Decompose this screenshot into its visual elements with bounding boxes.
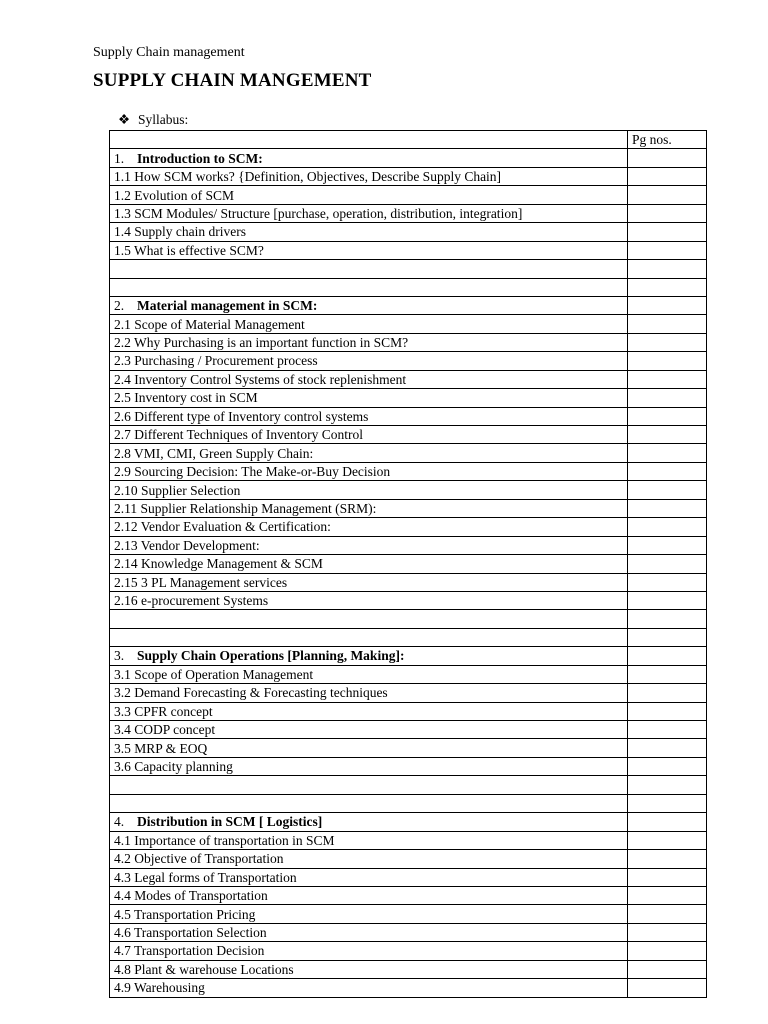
page-number-cell bbox=[628, 499, 707, 517]
page-number-cell bbox=[628, 167, 707, 185]
table-row bbox=[110, 591, 707, 609]
topic-cell: 2.15 3 PL Management services bbox=[110, 573, 628, 591]
section-row bbox=[110, 647, 707, 665]
section-heading-cell bbox=[110, 813, 628, 831]
topic-cell: 2.13 Vendor Development: bbox=[110, 536, 628, 554]
table-row bbox=[110, 167, 707, 185]
table-row bbox=[110, 850, 707, 868]
table-row bbox=[110, 721, 707, 739]
topic-cell: 4.4 Modes of Transportation bbox=[110, 886, 628, 904]
topic-cell: 1.1 How SCM works? {Definition, Objectives, Describe Supply Chain] bbox=[110, 167, 628, 185]
topic-cell: 1.4 Supply chain drivers bbox=[110, 223, 628, 241]
section-heading-cell bbox=[110, 647, 628, 665]
page-number-cell bbox=[628, 407, 707, 425]
page-number-cell bbox=[628, 868, 707, 886]
table-row bbox=[110, 923, 707, 941]
running-header: Supply Chain management bbox=[93, 45, 245, 60]
page-number-cell bbox=[628, 721, 707, 739]
section-heading-cell bbox=[110, 149, 628, 167]
table-row bbox=[110, 315, 707, 333]
topic-cell: 3.3 CPFR concept bbox=[110, 702, 628, 720]
section-row bbox=[110, 813, 707, 831]
page-number-cell bbox=[628, 481, 707, 499]
page-number-cell bbox=[628, 850, 707, 868]
table-row bbox=[110, 757, 707, 775]
topic-cell: 4.6 Transportation Selection bbox=[110, 923, 628, 941]
topic-cell: 2.16 e-procurement Systems bbox=[110, 591, 628, 609]
table-row bbox=[110, 204, 707, 222]
table-row bbox=[110, 831, 707, 849]
page-number-cell bbox=[628, 444, 707, 462]
table-row bbox=[110, 702, 707, 720]
topic-cell: 2.6 Different type of Inventory control systems bbox=[110, 407, 628, 425]
page-number-cell bbox=[628, 518, 707, 536]
topic-cell: 1.3 SCM Modules/ Structure [purchase, operation, distribution, integration] bbox=[110, 204, 628, 222]
table-row bbox=[110, 555, 707, 573]
table-row bbox=[110, 905, 707, 923]
table-row bbox=[110, 333, 707, 351]
blank-cell bbox=[110, 260, 628, 278]
page-number-cell bbox=[628, 960, 707, 978]
page-number-cell bbox=[628, 591, 707, 609]
table-row bbox=[110, 942, 707, 960]
blank-row bbox=[110, 628, 707, 646]
table-row bbox=[110, 370, 707, 388]
blank-row bbox=[110, 260, 707, 278]
topic-cell: 4.1 Importance of transportation in SCM bbox=[110, 831, 628, 849]
page-number-cell bbox=[628, 979, 707, 997]
topic-cell: 2.12 Vendor Evaluation & Certification: bbox=[110, 518, 628, 536]
page-number-cell bbox=[628, 555, 707, 573]
table-row bbox=[110, 481, 707, 499]
topic-cell: 4.9 Warehousing bbox=[110, 979, 628, 997]
topic-header-cell bbox=[110, 131, 628, 149]
topic-cell: 2.2 Why Purchasing is an important function in SCM? bbox=[110, 333, 628, 351]
topic-cell: 4.8 Plant & warehouse Locations bbox=[110, 960, 628, 978]
section-row bbox=[110, 149, 707, 167]
topic-cell: 2.3 Purchasing / Procurement process bbox=[110, 352, 628, 370]
topic-cell: 4.5 Transportation Pricing bbox=[110, 905, 628, 923]
page-number-cell bbox=[628, 462, 707, 480]
page-number-cell bbox=[628, 757, 707, 775]
page-number-cell bbox=[628, 610, 707, 628]
page-number-cell bbox=[628, 223, 707, 241]
section-number: 2. bbox=[114, 298, 125, 314]
topic-cell: 2.1 Scope of Material Management bbox=[110, 315, 628, 333]
table-header-row bbox=[110, 131, 707, 149]
table-row bbox=[110, 960, 707, 978]
topic-cell: 3.1 Scope of Operation Management bbox=[110, 665, 628, 683]
blank-cell bbox=[110, 794, 628, 812]
page-number-cell bbox=[628, 628, 707, 646]
table-row bbox=[110, 223, 707, 241]
page-number-cell bbox=[628, 241, 707, 259]
section-title: Supply Chain Operations [Planning, Making]: bbox=[137, 648, 405, 664]
table-row bbox=[110, 868, 707, 886]
page-number-cell bbox=[628, 204, 707, 222]
table-row bbox=[110, 241, 707, 259]
table-row bbox=[110, 979, 707, 997]
page-number-cell bbox=[628, 536, 707, 554]
page-number-cell bbox=[628, 296, 707, 314]
topic-cell: 3.2 Demand Forecasting & Forecasting techniques bbox=[110, 684, 628, 702]
table-row bbox=[110, 462, 707, 480]
topic-cell: 2.8 VMI, CMI, Green Supply Chain: bbox=[110, 444, 628, 462]
topic-cell: 2.7 Different Techniques of Inventory Control bbox=[110, 426, 628, 444]
syllabus-label: Syllabus: bbox=[138, 112, 189, 127]
page-number-cell bbox=[628, 426, 707, 444]
page-number-cell bbox=[628, 886, 707, 904]
blank-row bbox=[110, 794, 707, 812]
table-row bbox=[110, 407, 707, 425]
topic-cell: 2.11 Supplier Relationship Management (SRM): bbox=[110, 499, 628, 517]
topic-cell: 3.4 CODP concept bbox=[110, 721, 628, 739]
blank-cell bbox=[110, 628, 628, 646]
table-row bbox=[110, 573, 707, 591]
table-row bbox=[110, 389, 707, 407]
topic-cell: 3.6 Capacity planning bbox=[110, 757, 628, 775]
topic-cell: 2.4 Inventory Control Systems of stock replenishment bbox=[110, 370, 628, 388]
blank-cell bbox=[110, 610, 628, 628]
page-number-cell bbox=[628, 352, 707, 370]
page-number-cell bbox=[628, 573, 707, 591]
syllabus-heading bbox=[118, 112, 188, 128]
page-number-cell bbox=[628, 665, 707, 683]
topic-cell: 2.14 Knowledge Management & SCM bbox=[110, 555, 628, 573]
page-number-cell bbox=[628, 739, 707, 757]
topic-cell: 2.9 Sourcing Decision: The Make-or-Buy Decision bbox=[110, 462, 628, 480]
page-number-cell bbox=[628, 389, 707, 407]
page-number-cell bbox=[628, 647, 707, 665]
section-row bbox=[110, 296, 707, 314]
table-row bbox=[110, 518, 707, 536]
table-row bbox=[110, 739, 707, 757]
document-title: SUPPLY CHAIN MANGEMENT bbox=[93, 70, 372, 91]
table-row bbox=[110, 352, 707, 370]
page-number-cell bbox=[628, 260, 707, 278]
page-number-cell bbox=[628, 370, 707, 388]
section-number: 3. bbox=[114, 648, 125, 664]
page-number-cell bbox=[628, 684, 707, 702]
section-number: 1. bbox=[114, 150, 125, 166]
topic-cell: 2.10 Supplier Selection bbox=[110, 481, 628, 499]
blank-row bbox=[110, 776, 707, 794]
blank-cell bbox=[110, 278, 628, 296]
page-number-cell bbox=[628, 942, 707, 960]
blank-row bbox=[110, 610, 707, 628]
page-number-cell bbox=[628, 315, 707, 333]
topic-cell: 4.7 Transportation Decision bbox=[110, 942, 628, 960]
topic-cell: 4.3 Legal forms of Transportation bbox=[110, 868, 628, 886]
page-numbers-header: Pg nos. bbox=[628, 131, 707, 149]
section-number: 4. bbox=[114, 814, 125, 830]
table-row bbox=[110, 665, 707, 683]
page-number-cell bbox=[628, 278, 707, 296]
page-number-cell bbox=[628, 186, 707, 204]
syllabus-table bbox=[109, 130, 707, 998]
section-heading-cell bbox=[110, 296, 628, 314]
page-number-cell bbox=[628, 905, 707, 923]
table-row bbox=[110, 684, 707, 702]
page-number-cell bbox=[628, 702, 707, 720]
table-row bbox=[110, 444, 707, 462]
topic-cell: 4.2 Objective of Transportation bbox=[110, 850, 628, 868]
topic-cell: 3.5 MRP & EOQ bbox=[110, 739, 628, 757]
topic-cell: 1.2 Evolution of SCM bbox=[110, 186, 628, 204]
section-title: Distribution in SCM [ Logistics] bbox=[137, 814, 323, 830]
table-row bbox=[110, 499, 707, 517]
blank-cell bbox=[110, 776, 628, 794]
blank-row bbox=[110, 278, 707, 296]
page-number-cell bbox=[628, 149, 707, 167]
table-row bbox=[110, 536, 707, 554]
section-title: Introduction to SCM: bbox=[137, 150, 263, 166]
page-number-cell bbox=[628, 813, 707, 831]
table-row bbox=[110, 886, 707, 904]
section-title: Material management in SCM: bbox=[137, 298, 318, 314]
page-number-cell bbox=[628, 333, 707, 351]
table-row bbox=[110, 426, 707, 444]
page-number-cell bbox=[628, 776, 707, 794]
topic-cell: 1.5 What is effective SCM? bbox=[110, 241, 628, 259]
page-number-cell bbox=[628, 794, 707, 812]
diamond-bullet-icon: ❖ bbox=[118, 112, 131, 127]
page-number-cell bbox=[628, 923, 707, 941]
topic-cell: 2.5 Inventory cost in SCM bbox=[110, 389, 628, 407]
page-number-cell bbox=[628, 831, 707, 849]
table-row bbox=[110, 186, 707, 204]
